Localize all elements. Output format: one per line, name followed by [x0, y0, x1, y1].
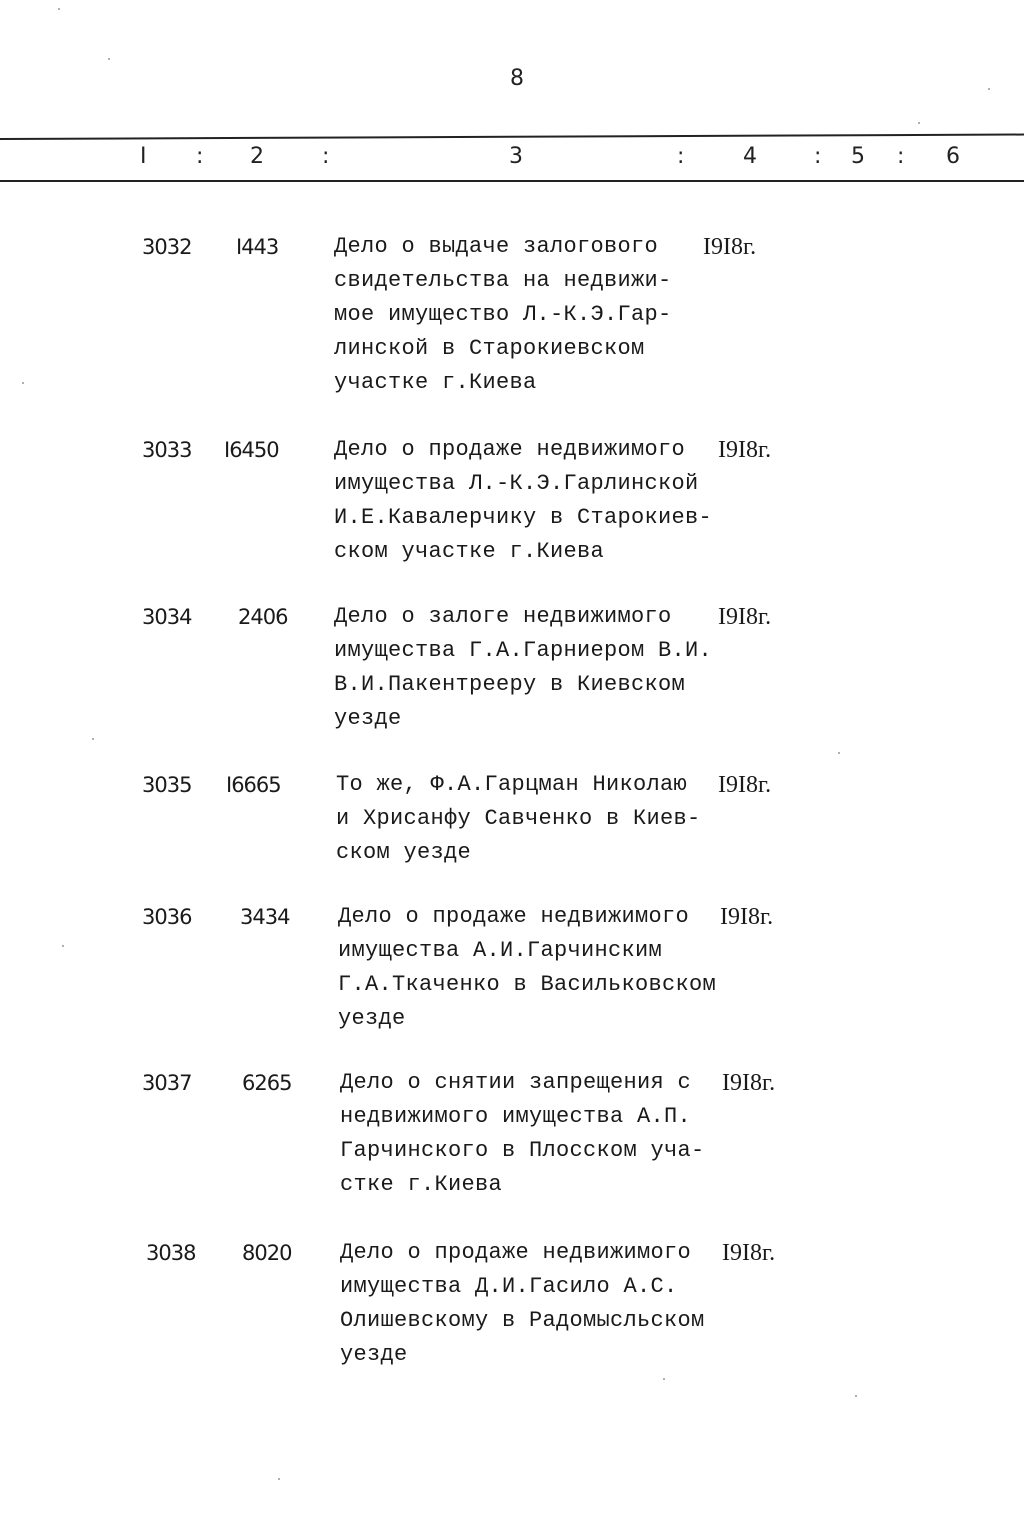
entry-description: Дело о выдаче залогового свидетельства на недвижи- мое имущество Л.-К.Э.Гар- линской в Старокиевском участке г.Киева	[334, 234, 672, 395]
entry-number: 3038	[146, 1241, 196, 1265]
entry-reference: 2406	[238, 605, 288, 629]
scan-speck	[62, 945, 64, 947]
entry-reference: I6450	[224, 438, 279, 462]
entry-description: Дело о продаже недвижимого имущества А.И.Гарчинским Г.А.Ткаченко в Васильковском уезде	[338, 904, 717, 1031]
scan-speck	[278, 1478, 280, 1480]
entry-year: I9I8г.	[703, 234, 757, 260]
column-header-6: 6	[946, 144, 960, 169]
entry-number: 3033	[142, 438, 192, 462]
entry-reference: 3434	[240, 905, 290, 929]
entry-description: Дело о продаже недвижимого имущества Д.И.Гасило А.С. Олишевскому в Радомысльском уезде	[340, 1240, 705, 1367]
header-bottom-rule	[0, 180, 1024, 182]
entry-year: I9I8г.	[718, 437, 772, 463]
entry-description: Дело о продаже недвижимого имущества Л.-К.Э.Гарлинской И.Е.Кавалерчику в Старокиев- ском участке г.Киева	[334, 437, 713, 564]
entry-number: 3036	[142, 905, 192, 929]
scan-speck	[58, 8, 60, 10]
entry-number: 3032	[142, 235, 192, 259]
entry-description: Дело о снятии запрещения с недвижимого имущества А.П. Гарчинского в Плосском уча- стке г.Киева	[340, 1070, 705, 1197]
column-separator: :	[897, 144, 905, 169]
scan-speck	[855, 1395, 857, 1397]
header-top-rule	[0, 134, 1024, 140]
scan-speck	[92, 738, 94, 740]
entry-description: Дело о залоге недвижимого имущества Г.А.Гарниером В.И. В.И.Пакентрееру в Киевском уезде	[334, 604, 713, 731]
scan-speck	[988, 88, 990, 90]
entry-year: I9I8г.	[718, 604, 772, 630]
entry-reference: 8020	[242, 1241, 292, 1265]
entry-year: I9I8г.	[722, 1240, 776, 1266]
entry-reference: I443	[236, 235, 279, 259]
entry-description: То же, Ф.А.Гарцман Николаю и Хрисанфу Савченко в Киев- ском уезде	[336, 772, 701, 865]
page-number: 8	[510, 66, 524, 91]
column-header-1: I	[140, 144, 147, 169]
scan-speck	[838, 752, 840, 754]
table-column-header	[0, 142, 1024, 176]
column-separator: :	[322, 144, 330, 169]
entry-year: I9I8г.	[720, 904, 774, 930]
column-header-5: 5	[851, 144, 865, 169]
entry-reference: 6265	[242, 1071, 292, 1095]
entry-reference: I6665	[226, 773, 281, 797]
entry-year: I9I8г.	[722, 1070, 776, 1096]
column-header-3: 3	[509, 144, 523, 169]
scan-speck	[918, 122, 920, 124]
column-separator: :	[677, 144, 685, 169]
entry-year: I9I8г.	[718, 772, 772, 798]
column-separator: :	[196, 144, 204, 169]
entry-number: 3035	[142, 773, 192, 797]
scan-speck	[22, 382, 24, 384]
entry-number: 3034	[142, 605, 192, 629]
column-separator: :	[814, 144, 822, 169]
column-header-4: 4	[743, 144, 757, 169]
scan-speck	[663, 1378, 665, 1380]
column-header-2: 2	[250, 144, 264, 169]
entry-number: 3037	[142, 1071, 192, 1095]
scan-speck	[108, 58, 110, 60]
